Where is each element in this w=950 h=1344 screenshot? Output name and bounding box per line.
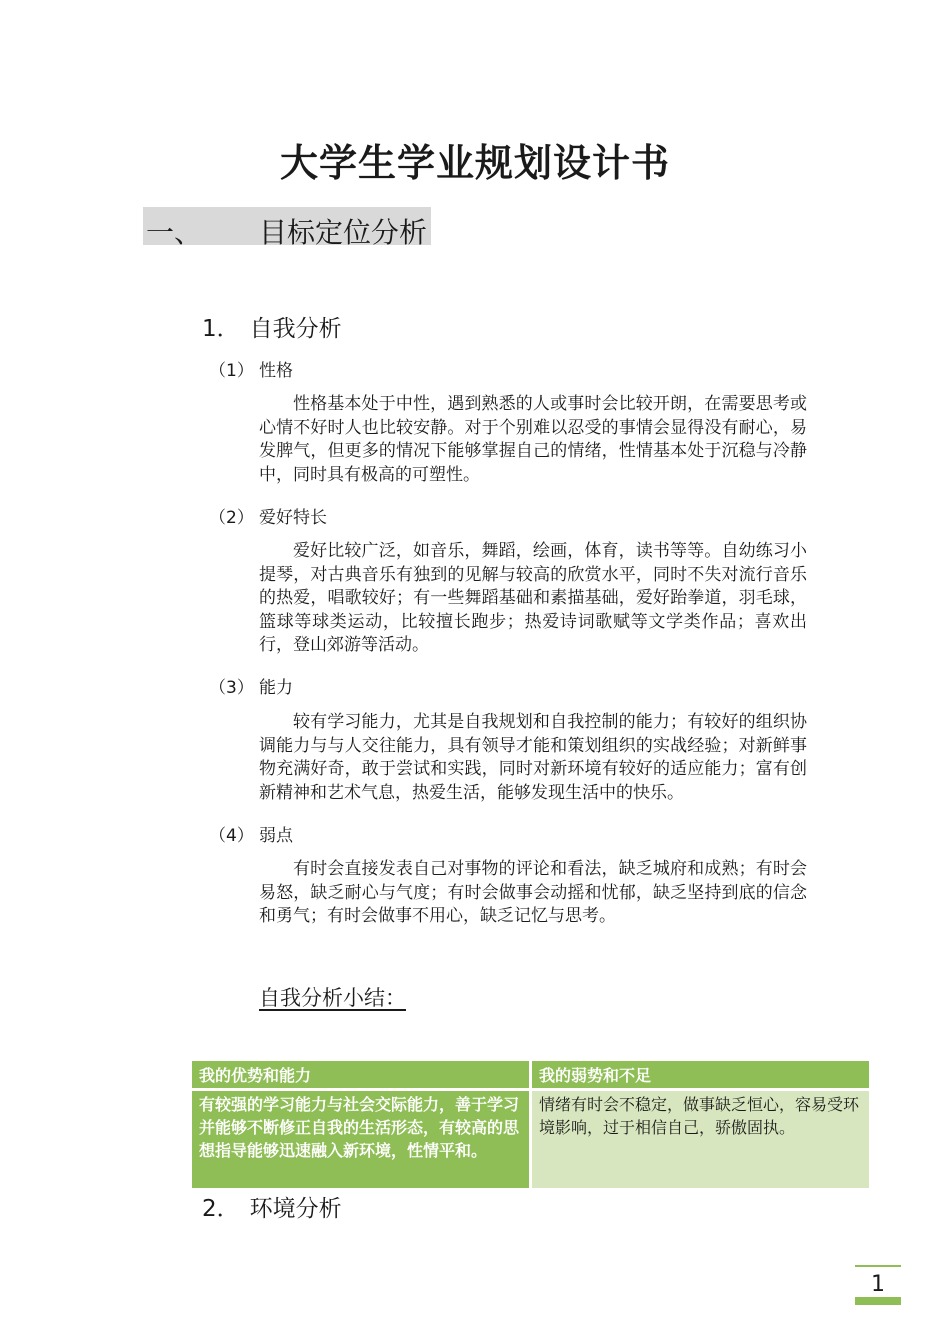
- weaknesses-cell: 情绪有时会不稳定，做事缺乏恒心，容易受环境影响，过于相信自己，骄傲固执。: [532, 1091, 869, 1188]
- weaknesses-header: 我的弱势和不足: [532, 1061, 869, 1091]
- item-label: 弱点: [259, 826, 293, 846]
- subsection-heading-self-analysis: [202, 310, 342, 343]
- item-heading-abilities: [209, 673, 293, 698]
- strengths-header: 我的优势和能力: [192, 1061, 529, 1091]
- subsection-label: 环境分析: [249, 1196, 342, 1222]
- strengths-weaknesses-table: [189, 1061, 872, 1188]
- section-number: 一、: [146, 216, 203, 249]
- section-heading: 目标定位分析: [259, 216, 428, 249]
- table-row: [192, 1091, 869, 1188]
- item-label: 爱好特长: [259, 508, 327, 528]
- table-header-row: [192, 1061, 869, 1091]
- subsection-label: 自我分析: [249, 316, 342, 342]
- subsection-number: 1．: [202, 316, 240, 342]
- strengths-cell: 有较强的学习能力与社会交际能力，善于学习并能够不断修正自我的生活形态，有较高的思想指导能够迅速融入新环境，性情平和。: [192, 1091, 529, 1188]
- item-number: （2）: [209, 508, 254, 528]
- summary-heading: 自我分析小结：: [259, 986, 406, 1010]
- paragraph-personality: 性格基本处于中性，遇到熟悉的人或事时会比较开朗，在需要思考或心情不好时人也比较安静。对于个别难以忍受的事情会显得没有耐心，易发脾气，但更多的情况下能够掌握自己的情绪，性情基本处于沉稳与冷静中，同时具有极高的可塑性。: [259, 394, 807, 485]
- item-label: 能力: [259, 678, 293, 698]
- paragraph-abilities: 较有学习能力，尤其是自我规划和自我控制的能力；有较好的组织协调能力与与人交往能力，具有领导才能和策划组织的实战经验；对新鲜事物充满好奇，敢于尝试和实践，同时对新环境有较好的适应能力；富有创新精神和艺术气息，热爱生活，能够发现生活中的快乐。: [259, 712, 807, 803]
- item-heading-hobbies: [209, 503, 327, 528]
- page-number-top-rule: [855, 1265, 901, 1267]
- document-title: 大学生学业规划设计书: [279, 141, 670, 185]
- item-number: （3）: [209, 678, 254, 698]
- item-number: （1）: [209, 361, 254, 381]
- page-number-bottom-bar: [855, 1297, 901, 1305]
- paragraph-weaknesses: 有时会直接发表自己对事物的评论和看法，缺乏城府和成熟；有时会易怒，缺乏耐心与气度；有时会做事会动摇和忧郁，缺乏坚持到底的信念和勇气；有时会做事不用心，缺乏记忆与思考。: [259, 859, 807, 926]
- item-heading-weaknesses: [209, 821, 293, 846]
- paragraph-hobbies: 爱好比较广泛，如音乐，舞蹈，绘画，体育，读书等等。自幼练习小提琴，对古典音乐有独到的见解与较高的欣赏水平，同时不失对流行音乐的热爱，唱歌较好；有一些舞蹈基础和素描基础，爱好跆拳道，羽毛球，篮球等球类运动，比较擅长跑步；热爱诗词歌赋等文学类作品；喜欢出行，登山郊游等活动。: [259, 541, 807, 655]
- page-number: 1: [871, 1272, 885, 1297]
- item-label: 性格: [259, 361, 293, 381]
- item-heading-personality: [209, 356, 293, 381]
- subsection-number: 2．: [202, 1196, 240, 1222]
- item-number: （4）: [209, 826, 254, 846]
- subsection-heading-environment: [202, 1190, 342, 1223]
